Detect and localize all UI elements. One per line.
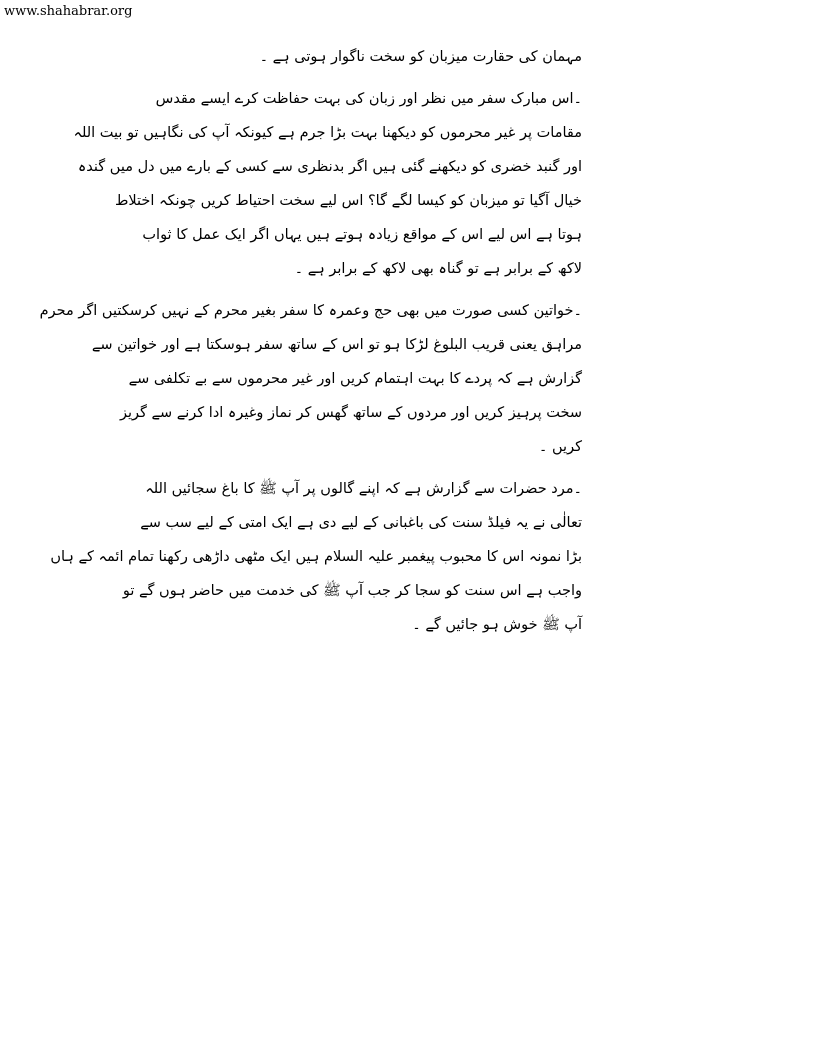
text-line: خیال آگیا تو میزبان کو کیسا لگے گا؟ اس لیے سخت احتیاط کریں چونکہ اختلاط (114, 193, 582, 209)
text-line: ۔مرد حضرات سے گزارش ہے کہ اپنے گالوں پر آپ ﷺ کا باغ سجائیں اللہ (145, 481, 582, 497)
text-line: سخت پرہیز کریں اور مردوں کے ساتھ گھس کر نماز وغیرہ ادا کرنے سے گریز (119, 405, 582, 421)
text-line: مہمان کی حقارت میزبان کو سخت ناگوار ہوتی ہے ۔ (259, 49, 582, 65)
text-line: ۔خواتین کسی صورت میں بھی حج وعمرہ کا سفر بغیر محرم کے نہیں کرسکتیں اگر محرم (39, 303, 582, 319)
text-line: بڑا نمونہ اس کا محبوب پیغمبر علیہ السلام ہیں ایک مٹھی داڑھی رکھنا تمام ائمہ کے ہاں (50, 549, 582, 565)
text-line: آپ ﷺ خوش ہو جائیں گے ۔ (412, 617, 582, 633)
text-line: لاکھ کے برابر ہے تو گناہ بھی لاکھ کے برابر ہے ۔ (294, 261, 582, 277)
text-line: مقامات پر غیر محرموں کو دیکھنا بہت بڑا جرم ہے کیونکہ آپ کی نگاہیں تو بیت اللہ (73, 125, 582, 141)
text-line: واجب ہے اس سنت کو سجا کر جب آپ ﷺ کی خدمت میں حاضر ہوں گے تو (122, 583, 582, 599)
document-body (39, 40, 582, 642)
text-line: تعالٰی نے یہ فیلڈ سنت کی باغبانی کے لیے دی ہے ایک امتی کے لیے سب سے (140, 515, 582, 531)
paragraph-3 (39, 294, 582, 464)
paragraph-4 (50, 472, 582, 642)
paragraph-1 (238, 40, 582, 74)
text-line: مراہق یعنی قریب البلوغ لڑکا ہو تو اس کے ساتھ سفر ہوسکتا ہے اور خواتین سے (91, 337, 582, 353)
text-line: ہوتا ہے اس لیے اس کے مواقع زیادہ ہوتے ہیں یہاں اگر ایک عمل کا ثواب (142, 227, 582, 243)
site-url: www.shahabrar.org (4, 4, 133, 19)
text-line: کریں ۔ (538, 439, 582, 455)
text-line: اور گنبد خضری کو دیکھنے گئی ہیں اگر بدنظری سے کسی کے بارے میں دل میں گندہ (77, 159, 582, 175)
text-line: گزارش ہے کہ پردے کا بہت اہتمام کریں اور غیر محرموں سے بے تکلفی سے (128, 371, 582, 387)
paragraph-2 (73, 82, 582, 286)
text-line: ۔اس مبارک سفر میں نظر اور زبان کی بہت حفاظت کرے ایسے مقدس (155, 91, 582, 107)
